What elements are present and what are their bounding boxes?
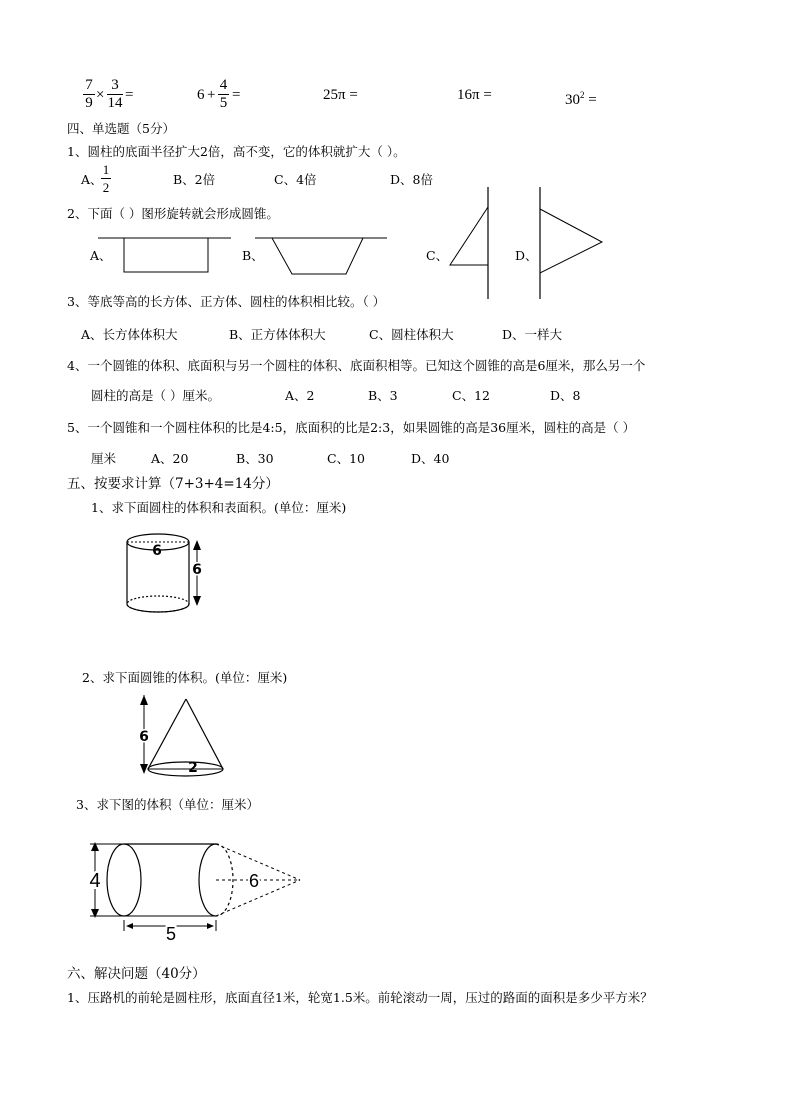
cylinder-diameter-label: 6 [152,543,162,559]
equals-sign: = [125,87,134,103]
fraction-1-2 [101,161,111,196]
expr-6-plus: 6 [197,87,205,103]
times-sign: × [96,87,105,103]
denominator: 5 [219,95,228,111]
equals-sign: = [232,87,241,103]
expr-16pi: 16π = [457,87,492,103]
sec5-q3-text: 3、求下图的体积（单位：厘米） [76,797,259,812]
numerator: 7 [85,77,93,93]
q4-option-d: D、8 [550,388,581,403]
numerator: 3 [111,77,119,93]
section-5-title: 五、按要求计算（7+3+4=14分） [67,476,279,492]
cylinder-cone-figure [80,835,310,945]
cylinder-figure [115,525,215,625]
q5-line1: 5、一个圆锥和一个圆柱体积的比是4:5，底面积的比是2:3，如果圆锥的高是36厘米，圆柱的高是（ ） [67,420,636,435]
denominator: 14 [107,95,123,111]
q2-option-b: B、 [242,248,264,263]
sec5-q1-text: 1、求下面圆柱的体积和表面积。(单位：厘米) [91,500,347,515]
q2-option-a: A、 [90,248,112,263]
expr-25pi: 25π = [323,87,358,103]
q5-option-a: A、20 [151,451,189,466]
q3-option-c: C、圆柱体积大 [369,327,454,342]
numerator: 1 [102,162,110,177]
denominator: 9 [85,95,93,111]
q2-option-c: C、 [426,248,449,263]
q1-option-d: D、8倍 [390,172,433,187]
numerator: 4 [219,77,228,93]
q2-figure-a-rectangle [98,232,233,276]
q4-line2: 圆柱的高是（ ）厘米。 [91,388,220,403]
length-label: 5 [165,924,177,944]
q4-option-c: C、12 [452,388,490,403]
q1-option-b: B、2倍 [173,172,216,187]
q5-line2: 厘米 [91,451,117,466]
cylinder-height-label: 6 [192,562,202,578]
section-4-title: 四、单选题（5分） [67,121,175,136]
q3-option-d: D、一样大 [502,327,563,342]
q3-text: 3、等底等高的长方体、正方体、圆柱的体积相比较。（ ） [67,294,386,309]
cone-height-label: 6 [248,871,260,891]
sec5-q2-text: 2、求下面圆锥的体积。(单位：厘米) [82,670,288,685]
q2-option-d: D、 [515,248,538,263]
q5-option-c: C、10 [327,451,365,466]
q2-figure-c-triangle [445,185,495,301]
q4-line1: 4、一个圆锥的体积、底面积与另一个圆柱的体积、底面积相等。已知这个圆锥的高是6厘米，那么另一个 [67,358,646,373]
q5-option-b: B、30 [236,451,274,466]
q1-option-c: C、4倍 [274,172,317,187]
denominator: 2 [102,180,110,195]
cone-radius-label: 2 [188,760,198,776]
diameter-label: 4 [89,870,101,892]
q1-option-a: A、 [81,172,103,187]
fraction-3-14 [107,77,123,112]
q4-option-b: B、3 [368,388,398,403]
cone-figure [130,690,230,782]
cone-height-label: 6 [139,729,149,745]
expr-30-squared: $30^2$ = [565,90,597,108]
q3-option-a: A、长方体体积大 [81,327,178,342]
q4-option-a: A、2 [285,388,315,403]
q2-figure-b-trapezoid [255,232,390,276]
q3-option-b: B、正方体体积大 [229,327,326,342]
sec6-q1-text: 1、压路机的前轮是圆柱形，底面直径1米，轮宽1.5米。前轮滚动一周，压过的路面的面积是多少平方米？ [67,990,653,1005]
q5-option-d: D、40 [411,451,450,466]
q1-text: 1、圆柱的底面半径扩大2倍，高不变，它的体积就扩大（ ）。 [67,144,406,159]
fraction-4-5 [218,77,229,112]
q2-figure-d-triangle [535,185,607,301]
fraction-7-9 [83,77,95,112]
plus-sign: + [207,87,216,103]
section-6-title: 六、解决问题（40分） [67,966,206,982]
q2-text: 2、下面（ ）图形旋转就会形成圆锥。 [67,206,279,221]
